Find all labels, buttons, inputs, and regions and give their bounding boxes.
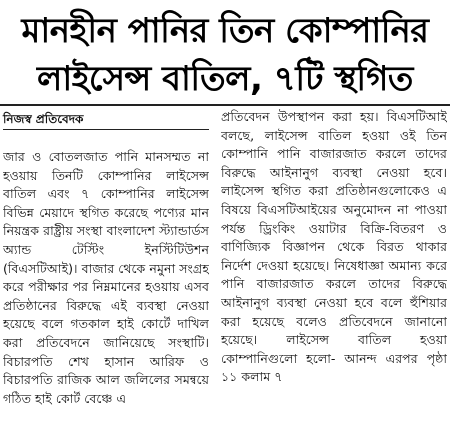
article-column-right — [221, 108, 447, 440]
article-column-left — [3, 148, 209, 440]
headline-divider — [0, 104, 450, 106]
article-body-right: প্রতিবেদন উপস্থাপন করা হয়। বিএসটিআই বলছে, লাইসেন্স বাতিল হওয়া ওই তিন কোম্পানি পানি বাজারজাত করলে তাদের বিরুদ্ধে আইনানুগ ব্যবস্থা নেওয়া হবে। লাইসেন্স স্থগিত করা প্রতিষ্ঠানগুলোকেও এ বিষয়ে বিএসটিআইয়ের অনুমোদন না পাওয়া পর্যন্ত ড্রিংকিং ওয়াটার বিক্রি-বিতরণ ও বাণিজ্যিক বিজ্ঞাপন থেকে বিরত থাকার নির্দেশ দেওয়া হয়েছে। নিষেধাজ্ঞা অমান্য করে পানি বাজারজাত করলে তাদের বিরুদ্ধে আইনানুগ ব্যবস্থা নেওয়া হবে বলে হুঁশিয়ার করা হয়েছে বলেও প্রতিবেদনে জানানো হয়েছে। লাইসেন্স বাতিল হওয়া কোম্পানিগুলো হলো- আনন্দ এরপর পৃষ্ঠা ১১ কলাম ৭ — [221, 109, 447, 385]
article-body-left: জার ও বোতলজাত পানি মানসম্মত না হওয়ায় তিনটি কোম্পানির লাইসেন্স বাতিল এবং ৭ কোম্পানির লাইসেন্স বিভিন্ন মেয়াদে স্থগিত করেছে পণ্যের মান নিয়ন্ত্রক রাষ্ট্রীয় সংস্থা বাংলাদেশ স্ট্যান্ডার্ডস অ্যান্ড টেস্টিং ইনস্টিটিউশন (বিএসটিআই)। বাজার থেকে নমুনা সংগ্রহ করে পরীক্ষার পর নিম্নমানের হওয়ায় এসব প্রতিষ্ঠানের বিরুদ্ধে এই ব্যবস্থা নেওয়া হয়েছে বলে গতকাল হাই কোর্টে দাখিল করা প্রতিবেদনে জানিয়েছে সংস্থাটি। বিচারপতি শেখ হাসান আরিফ ও বিচারপতি রাজিক আল জলিলের সমন্বয়ে গঠিত হাই কোর্ট বেঞ্চে এ — [3, 149, 209, 406]
byline: নিজস্ব প্রতিবেদক — [3, 110, 209, 130]
headline-line-2: লাইসেন্স বাতিল, ৭টি স্থগিত — [37, 59, 413, 99]
headline-line-1: মানহীন পানির তিন কোম্পানির — [21, 11, 429, 51]
